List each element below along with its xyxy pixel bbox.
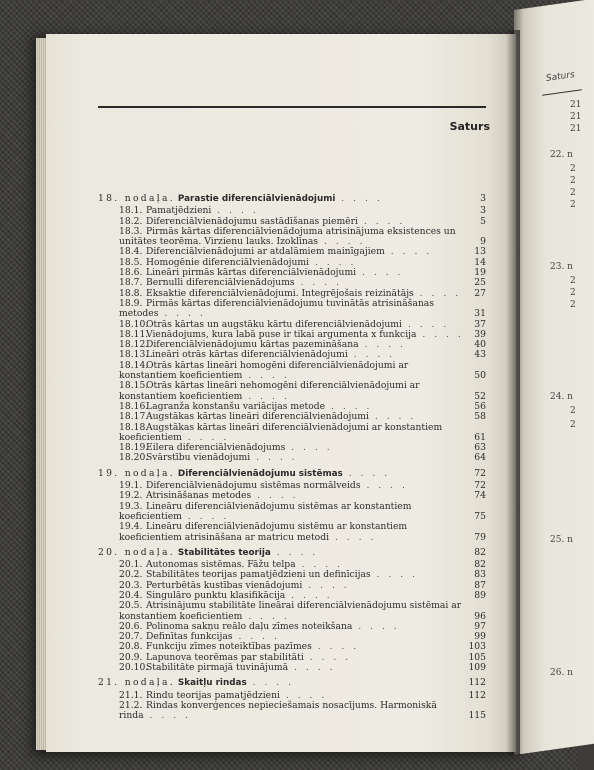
section-title: Lagranža konstanšu variācijas metode: [146, 400, 326, 412]
section-number: 20.4.: [119, 589, 143, 601]
page-number: 39: [474, 328, 486, 340]
dot-leader: . . . .: [246, 677, 295, 689]
dot-leader: . . . .: [251, 490, 299, 502]
section-number: 20.6.: [119, 620, 143, 632]
section-title: Diferenciālvienādojumu sastādīšanas piemēri: [146, 215, 358, 227]
section-number: 20.3.: [119, 579, 143, 591]
section-number: 19.2.: [119, 490, 143, 502]
section-title: Autonomas sistēmas. Fāžu telpa: [146, 559, 296, 571]
toc-entry: [98, 381, 486, 402]
section-number: 18.12.: [119, 339, 149, 351]
dot-leader: . . . .: [384, 246, 433, 258]
page-number: 74: [474, 490, 486, 502]
dot-leader: . . . .: [347, 349, 396, 361]
section-title: Diferenciālvienādojumu kārtas pazemināšana: [146, 339, 359, 351]
page-number: 79: [474, 531, 486, 543]
section-number: 20.1.: [119, 559, 143, 571]
section-title: Vienādojums, kura labā puse ir tikai argumenta x funkcija: [146, 328, 417, 340]
right-page-fragment: 2: [570, 420, 576, 430]
section-title: Pirmās kārtas diferenciālvienādojuma atrisinājuma eksistences un unitātes teorēma. Virzienu lauks. Izoklīnas: [119, 225, 456, 248]
section-title: Eilera diferenciālvienādojums: [146, 442, 286, 454]
section-title: Singulāro punktu klasifikācija: [146, 589, 286, 601]
chapter-title: Parastie diferenciālvienādojumi: [177, 194, 336, 204]
dot-leader: . . . .: [242, 370, 290, 382]
page-number: 87: [474, 579, 486, 591]
section-number: 18.18.: [119, 421, 149, 433]
page-number: 105: [468, 651, 486, 663]
page-number: 27: [474, 287, 486, 299]
page-number: 99: [474, 631, 486, 643]
dot-leader: . . . .: [181, 510, 230, 522]
dot-leader: . . . .: [329, 531, 377, 543]
page-number: 3: [480, 193, 486, 204]
right-page-fragment: 21: [570, 112, 582, 122]
page-number: 112: [468, 677, 486, 689]
section-number: 21.2.: [119, 699, 143, 711]
section-number: 18.15.: [119, 380, 149, 392]
dot-leader: . . . .: [303, 651, 352, 663]
page-number: 61: [474, 431, 486, 443]
page-number: 25: [474, 277, 486, 289]
right-page-fragment: 2: [570, 188, 576, 198]
dot-leader: . . . .: [302, 579, 350, 591]
page-number: 56: [474, 400, 486, 412]
dot-leader: . . . .: [285, 442, 333, 454]
toc-entry: [98, 361, 486, 382]
section-title: Otrās kārtas un augstāku kārtu diferenciālvienādojumi: [146, 318, 402, 330]
page-number: 50: [474, 370, 486, 382]
chapter-heading: [98, 469, 486, 479]
right-page-fragment: 2: [570, 276, 576, 286]
section-number: 18.8.: [119, 287, 143, 299]
chapter-number: 18. nodaļa.: [98, 193, 175, 204]
right-page-fragment: 2: [570, 288, 576, 298]
page-number: 40: [474, 339, 486, 351]
chapter-number: 20. nodaļa.: [98, 546, 175, 558]
section-number: 18.4.: [119, 246, 143, 258]
dot-leader: . . . .: [370, 569, 419, 581]
right-page: [514, 0, 594, 755]
section-title: Atrisināšanas metodes: [146, 490, 252, 502]
page-number: 109: [468, 662, 486, 674]
page-number: 83: [474, 569, 486, 581]
section-number: 18.6.: [119, 267, 143, 279]
section-title: Pirmās kārtas diferenciālvienādojumu tuvinātās atrisināšanas metodes: [119, 297, 434, 320]
section-number: 19.3.: [119, 500, 143, 512]
toc-entry: [98, 423, 486, 444]
section-title: Stabilitātes teorijas pamatjēdzieni un definīcijas: [146, 569, 371, 581]
header-rule: [98, 106, 486, 108]
dot-leader: . . . .: [143, 710, 191, 722]
page-number: 19: [474, 267, 486, 279]
dot-leader: . . . .: [270, 546, 319, 558]
section-number: 18.3.: [119, 225, 143, 237]
section-title: Atrisinājumu stabilitāte lineārai diferenciālvienādojumu sistēmai ar konstantiem koeficientiem: [119, 600, 462, 622]
chapter-heading: [98, 678, 486, 688]
right-page-fragment: 2: [570, 300, 576, 310]
section-number: 18.7.: [119, 277, 143, 289]
section-number: 18.9.: [119, 297, 143, 309]
dot-leader: . . . .: [285, 589, 333, 601]
page-number: 82: [474, 559, 486, 571]
toc-entry: [98, 522, 486, 543]
dot-leader: . . . .: [242, 610, 290, 622]
toc-entry: [98, 502, 486, 523]
dot-leader: . . . .: [368, 411, 417, 423]
dot-leader: . . . .: [288, 662, 336, 674]
dot-leader: . . . .: [342, 467, 391, 479]
dot-leader: . . . .: [352, 620, 400, 632]
dot-leader: . . . .: [413, 287, 462, 299]
dot-leader: . . . .: [295, 559, 343, 571]
toc-entry: [98, 227, 486, 248]
page-number: 63: [474, 442, 486, 454]
dot-leader: . . . .: [232, 631, 280, 643]
page-number: 13: [474, 246, 486, 258]
dot-leader: . . . .: [360, 480, 408, 492]
dot-leader: . . . .: [416, 328, 464, 340]
page-number: 37: [474, 318, 486, 330]
section-title: Otrās kārtas lineāri homogēni diferenciālvienādojumi ar konstantiem koeficientiem: [119, 359, 409, 382]
right-page-fragment: 2: [570, 164, 576, 174]
section-title: Lineāru diferenciālvienādojumu sistēmas ar konstantiem koeficientiem: [119, 500, 412, 522]
dot-leader: . . . .: [309, 256, 357, 268]
page-number: 72: [474, 467, 486, 479]
section-title: Stabilitāte pirmajā tuvinājumā: [146, 662, 289, 674]
section-number: 18.17.: [119, 411, 149, 423]
section-number: 18.14.: [119, 359, 149, 371]
page-number: 64: [474, 452, 486, 464]
page-number: 3: [480, 205, 486, 217]
section-title: Homogēnie diferenciālvienādojumi: [146, 256, 310, 268]
toc-entry: [98, 453, 486, 463]
page-number: 103: [468, 641, 486, 653]
page-number: 14: [474, 256, 486, 268]
section-number: 18.16.: [119, 400, 149, 412]
right-page-fragment: 23. n: [550, 262, 573, 272]
section-title: Diferenciālvienādojumu sistēmas normālveids: [146, 480, 361, 492]
right-page-fragment: 2: [570, 406, 576, 416]
section-title: Rindu teorijas pamatjēdzieni: [146, 689, 280, 701]
page-number: 43: [474, 349, 486, 361]
section-title: Bernulli diferenciālvienādojums: [146, 277, 295, 289]
dot-leader: . . . .: [181, 431, 230, 443]
right-page-fragment: 2: [570, 200, 576, 210]
section-number: 19.4.: [119, 521, 143, 533]
section-number: 18.2.: [119, 215, 143, 227]
page-number: 52: [474, 390, 486, 402]
page-number: 72: [474, 480, 486, 492]
section-title: Lineāru diferenciālvienādojumu sistēmu ar konstantiem koeficientiem atrisināšana ar matricu metodi: [119, 521, 408, 543]
page-number: 5: [480, 215, 486, 227]
section-title: Svārstību vienādojumi: [146, 452, 251, 464]
section-title: Perturbētās kustības vienādojumi: [146, 579, 303, 591]
book-gutter: [506, 30, 520, 755]
dot-leader: . . . .: [158, 308, 206, 320]
dot-leader: . . . .: [311, 641, 360, 653]
dot-leader: . . . .: [242, 390, 290, 402]
section-title: Lapunova teorēmas par stabilitāti: [146, 651, 304, 663]
dot-leader: . . . .: [357, 215, 406, 227]
chapter-number: 21. nodaļa.: [98, 677, 175, 689]
right-page-fragment: 21: [570, 100, 582, 110]
section-number: 20.9.: [119, 651, 143, 663]
toc-entry: [98, 701, 486, 722]
section-title: Otrās kārtas lineāri nehomogēni diferenciālvienādojumi ar konstantiem koeficientiem: [119, 380, 420, 402]
dot-leader: . . . .: [335, 193, 383, 204]
section-title: Augstākas kārtas lineāri diferenciālvienādojumi: [146, 411, 369, 423]
chapter-heading: [98, 548, 486, 558]
dot-leader: . . . .: [325, 400, 373, 412]
section-number: 19.1.: [119, 480, 143, 492]
page-number: 115: [468, 710, 486, 722]
section-number: 18.10.: [119, 318, 149, 330]
toc-entry: [98, 299, 486, 320]
right-page-fragment: 26. n: [550, 668, 573, 678]
chapter-heading: [98, 194, 486, 204]
chapter-title: Stabilitātes teorija: [177, 547, 271, 558]
section-number: 20.2.: [119, 569, 143, 581]
chapter-title: Skaitļu rindas: [177, 678, 247, 689]
page-number: 82: [474, 546, 486, 558]
page-number: 89: [474, 589, 486, 601]
dot-leader: . . . .: [356, 267, 404, 279]
section-title: Funkciju zīmes noteiktības pazīmes: [146, 641, 312, 653]
section-title: Definītas funkcijas: [146, 631, 233, 643]
right-page-fragment: 25. n: [550, 535, 573, 545]
section-number: 20.8.: [119, 641, 143, 653]
right-page-fragment: 24. n: [550, 392, 573, 402]
right-page-title: Saturs: [545, 70, 576, 84]
section-number: 18.13.: [119, 349, 149, 361]
section-number: 18.1.: [119, 205, 143, 217]
section-title: Polinoma sakņu reālo daļu zīmes noteikšana: [146, 620, 353, 632]
page-number: 31: [474, 308, 486, 320]
page-number: 112: [468, 689, 486, 701]
right-page-fragment: 22. n: [550, 150, 573, 160]
page-number: 96: [474, 610, 486, 622]
dot-leader: . . . .: [318, 236, 366, 248]
section-number: 18.11.: [119, 328, 149, 340]
dot-leader: . . . .: [211, 205, 259, 217]
section-number: 21.1.: [119, 689, 143, 701]
right-page-fragment: 2: [570, 176, 576, 186]
dot-leader: . . . .: [401, 318, 450, 330]
page-number: 75: [474, 510, 486, 522]
chapter-number: 19. nodaļa.: [98, 467, 175, 479]
section-title: Eksaktie diferenciālvienādojumi. Integrējošais reizinātājs: [146, 287, 414, 299]
page-number: 9: [480, 236, 486, 248]
section-title: Diferenciālvienādojumi ar atdalāmiem mainīgajiem: [146, 246, 385, 258]
section-title: Pamatjēdzieni: [146, 205, 212, 217]
chapter-title: Diferenciālvienādojumu sistēmas: [177, 468, 343, 479]
section-title: Lineāri otrās kārtas diferenciālvienādojumi: [146, 349, 348, 361]
section-number: 18.5.: [119, 256, 143, 268]
section-title: Rindas konverģences nepieciešamais nosacījums. Harmoniskā rinda: [119, 699, 437, 722]
table-of-contents: [98, 194, 486, 722]
toc-entry: [98, 663, 486, 673]
dot-leader: . . . .: [279, 689, 328, 701]
dot-leader: . . . .: [294, 277, 342, 289]
page-number: 97: [474, 620, 486, 632]
page-number: 58: [474, 411, 486, 423]
dot-leader: . . . .: [358, 339, 406, 351]
section-number: 20.7.: [119, 631, 143, 643]
section-number: 18.20.: [119, 452, 149, 464]
toc-entry: [98, 601, 486, 622]
dot-leader: . . . .: [250, 452, 298, 464]
section-number: 20.10.: [119, 662, 149, 674]
right-page-fragment: 21: [570, 124, 582, 134]
section-title: Augstākas kārtas lineāri diferenciālvienādojumi ar konstantiem koeficientiem: [119, 421, 443, 443]
section-number: 18.19.: [119, 442, 149, 454]
page-title: Saturs: [449, 120, 490, 133]
section-number: 20.5.: [119, 600, 143, 612]
section-title: Lineāri pirmās kārtas diferenciālvienādojumi: [146, 267, 357, 279]
